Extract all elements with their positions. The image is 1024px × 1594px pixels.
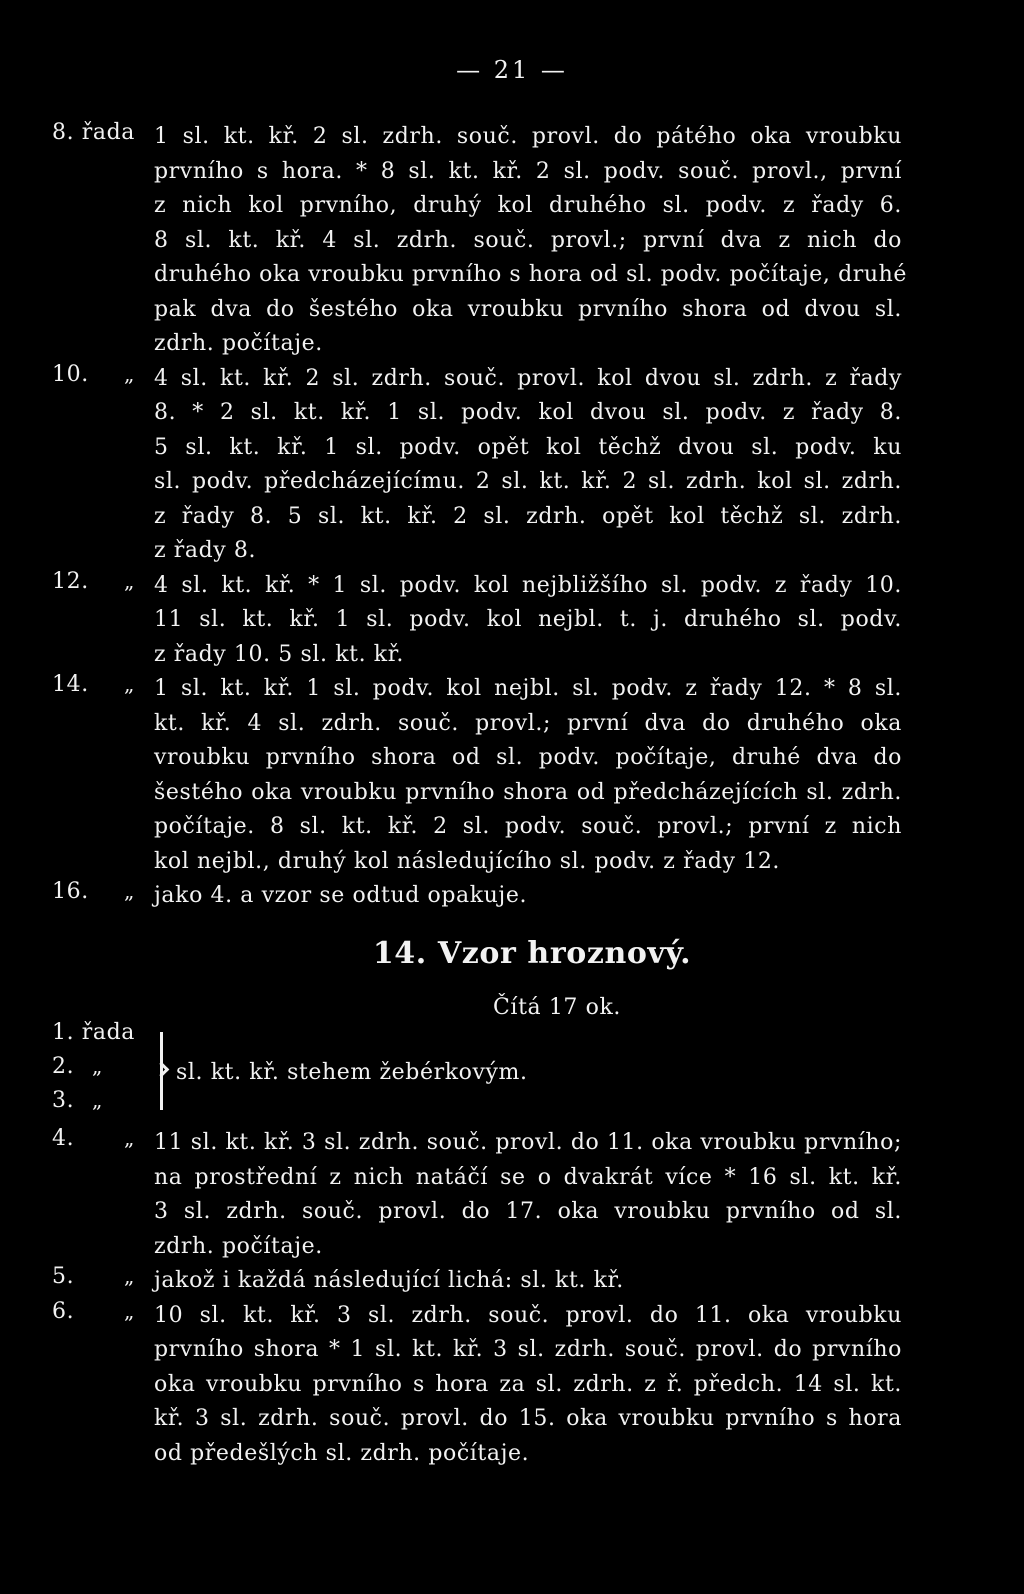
row-number: 16. xyxy=(52,879,89,904)
text-line: druhého oka vroubku prvního s hora od sl. podv. počítaje, druhé xyxy=(154,262,908,287)
ditto-mark: „ xyxy=(124,1264,135,1288)
text-line: sl. podv. předcházejícímu. 2 sl. kt. kř. 2 sl. zdrh. kol sl. zdrh. xyxy=(154,469,902,494)
text-line: 3 sl. zdrh. souč. provl. do 17. oka vroubku prvního od sl. xyxy=(154,1199,902,1224)
row-text xyxy=(154,1264,902,1299)
text-line: 1 sl. kt. kř. 2 sl. zdrh. souč. provl. do pátého oka vroubku xyxy=(154,124,902,149)
text-line: 8 sl. kt. kř. 4 sl. zdrh. souč. provl.; první dva z nich do xyxy=(154,227,902,253)
row-text xyxy=(154,672,902,879)
row-text xyxy=(154,1126,902,1264)
row-number: 4. xyxy=(52,1126,75,1151)
row-text xyxy=(154,879,902,914)
row-number: 5. xyxy=(52,1264,75,1289)
text-line: šestého oka vroubku prvního shora od předcházejících sl. zdrh. xyxy=(154,779,902,805)
text-line: 11 sl. kt. kř. 1 sl. podv. kol nejbl. t. j. druhého sl. podv. xyxy=(154,607,902,632)
row-number: 2. xyxy=(52,1054,75,1079)
brace-text: sl. kt. kř. stehem žebérkovým. xyxy=(176,1060,528,1085)
text-line: zdrh. počítaje. xyxy=(154,1233,323,1259)
text-line: jako 4. a vzor se odtud opakuje. xyxy=(154,883,528,908)
text-line: na prostřední z nich natáčí se o dvakrát více * 16 sl. kt. kř. xyxy=(154,1164,902,1190)
text-line: od předešlých sl. zdrh. počítaje. xyxy=(154,1440,530,1466)
text-line: 4 sl. kt. kř. * 1 sl. podv. kol nejbližšího sl. podv. z řady 10. xyxy=(154,572,902,598)
ditto-mark: „ xyxy=(124,1298,135,1323)
row-number: 12. xyxy=(52,568,89,594)
row-number: 6. xyxy=(52,1298,75,1324)
text-line: z nich kol prvního, druhý kol druhého sl. podv. z řady 6. xyxy=(154,193,902,218)
row-number: 10. xyxy=(52,361,89,387)
text-line: oka vroubku prvního s hora za sl. zdrh. z ř. předch. 14 sl. kt. xyxy=(154,1371,902,1397)
ditto-mark: „ xyxy=(124,1126,135,1150)
row-text xyxy=(154,1299,902,1472)
ditto-mark: „ xyxy=(124,568,135,593)
page-number: — 21 — xyxy=(456,56,568,84)
row-number: 3. xyxy=(52,1088,75,1113)
text-line: z řady 8. xyxy=(154,538,257,563)
section-subheading: Čítá 17 ok. xyxy=(493,995,621,1020)
row-text xyxy=(154,569,902,673)
text-line: kol nejbl., druhý kol následujícího sl. podv. z řady 12. xyxy=(154,848,781,874)
text-line: 4 sl. kt. kř. 2 sl. zdrh. souč. provl. kol dvou sl. zdrh. z řady xyxy=(154,365,902,391)
text-line: 11 sl. kt. kř. 3 sl. zdrh. souč. provl. do 11. oka vroubku prvního; xyxy=(154,1130,903,1155)
row-text xyxy=(154,120,908,362)
row-number: 14. xyxy=(52,672,89,697)
text-line: z řady 10. 5 sl. kt. kř. xyxy=(154,641,404,667)
text-line: zdrh. počítaje. xyxy=(154,331,323,356)
text-line: počítaje. 8 sl. kt. kř. 2 sl. podv. souč. provl.; první z nich xyxy=(154,814,902,839)
text-line: kř. 3 sl. zdrh. souč. provl. do 15. oka vroubku prvního s hora xyxy=(154,1406,902,1431)
ditto-mark: „ xyxy=(124,672,135,696)
text-line: 5 sl. kt. kř. 1 sl. podv. opět kol těchž dvou sl. podv. ku xyxy=(154,434,902,460)
ditto-mark: „ xyxy=(92,1088,103,1112)
section-heading: 14. Vzor hroznový. xyxy=(372,936,692,971)
text-line: prvního shora * 1 sl. kt. kř. 3 sl. zdrh. souč. provl. do prvního xyxy=(154,1337,902,1362)
row-number: 1. řada xyxy=(52,1020,136,1045)
text-line: vroubku prvního shora od sl. podv. počítaje, druhé dva do xyxy=(154,745,902,770)
text-line: jakož i každá následující lichá: sl. kt. kř. xyxy=(154,1268,624,1293)
text-line: 1 sl. kt. kř. 1 sl. podv. kol nejbl. sl. podv. z řady 12. * 8 sl. xyxy=(154,676,902,701)
text-line: prvního s hora. * 8 sl. kt. kř. 2 sl. podv. souč. provl., první xyxy=(154,158,902,184)
text-line: 10 sl. kt. kř. 3 sl. zdrh. souč. provl. do 11. oka vroubku xyxy=(154,1302,902,1328)
row-text xyxy=(154,362,902,569)
ditto-mark: „ xyxy=(124,879,135,903)
ditto-mark: „ xyxy=(92,1054,103,1078)
text-line: pak dva do šestého oka vroubku prvního shora od dvou sl. xyxy=(154,296,902,322)
text-line: kt. kř. 4 sl. zdrh. souč. provl.; první dva do druhého oka xyxy=(154,710,902,736)
row-number: 8. řada xyxy=(52,120,136,145)
text-line: 8. * 2 sl. kt. kř. 1 sl. podv. kol dvou sl. podv. z řady 8. xyxy=(154,400,902,425)
ditto-mark: „ xyxy=(124,361,135,386)
text-line: z řady 8. 5 sl. kt. kř. 2 sl. zdrh. opět kol těchž sl. zdrh. xyxy=(154,503,902,529)
